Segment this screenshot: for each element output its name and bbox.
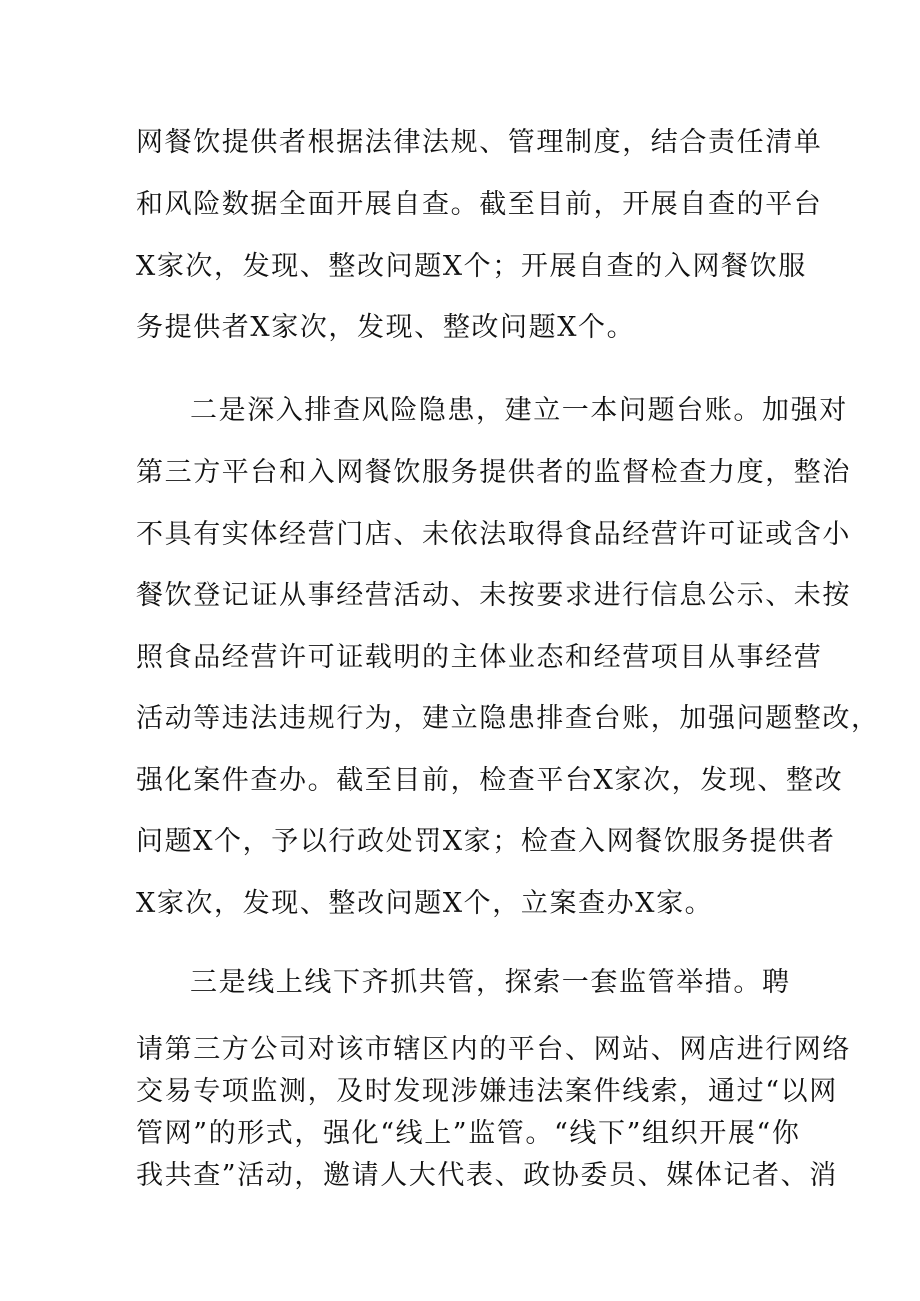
paragraph-3-line-2: 请第三方公司对该市辖区内的平台、网站、网店进行网络: [136, 1034, 851, 1065]
paragraph-1-line-2: 和风险数据全面开展自查。截至目前，开展自查的平台: [136, 189, 823, 220]
paragraph-2-line-8: 问题X个，予以行政处罚X家；检查入网餐饮服务提供者: [136, 826, 836, 857]
paragraph-1-line-4: 务提供者X家次，发现、整改问题X个。: [136, 312, 636, 343]
paragraph-2-line-4: 餐饮登记证从事经营活动、未按要求进行信息公示、未按: [136, 580, 851, 611]
paragraph-3-line-3: 交易专项监测，及时发现涉嫌违法案件线索，通过“以网: [136, 1076, 838, 1107]
paragraph-2-line-2: 第三方平台和入网餐饮服务提供者的监督检查力度，整治: [136, 457, 851, 488]
paragraph-1-line-3: X家次，发现、整改问题X个；开展自查的入网餐饮服: [136, 251, 807, 282]
paragraph-3-line-5: 我共查”活动，邀请人大代表、政协委员、媒体记者、消: [136, 1160, 838, 1191]
paragraph-2-line-5: 照食品经营许可证载明的主体业态和经营项目从事经营: [136, 642, 823, 673]
paragraph-1-line-1: 网餐饮提供者根据法律法规、管理制度，结合责任清单: [136, 127, 823, 158]
paragraph-3-line-4: 管网”的形式，强化“线上”监管。“线下”组织开展“你: [136, 1118, 801, 1149]
paragraph-2-line-6: 活动等违法违规行为，建立隐患排查台账，加强问题整改，: [136, 703, 880, 734]
paragraph-2-line-3: 不具有实体经营门店、未依法取得食品经营许可证或含小: [136, 519, 851, 550]
paragraph-2-line-9: X家次，发现、整改问题X个，立案查办X家。: [136, 888, 714, 919]
paragraph-2-line-1: 二是深入排查风险隐患，建立一本问题台账。加强对: [190, 395, 848, 426]
paragraph-2-line-7: 强化案件查办。截至目前，检查平台X家次，发现、整改: [136, 765, 844, 796]
paragraph-3-line-1: 三是线上线下齐抓共管，探索一套监管举措。聘: [190, 967, 791, 998]
